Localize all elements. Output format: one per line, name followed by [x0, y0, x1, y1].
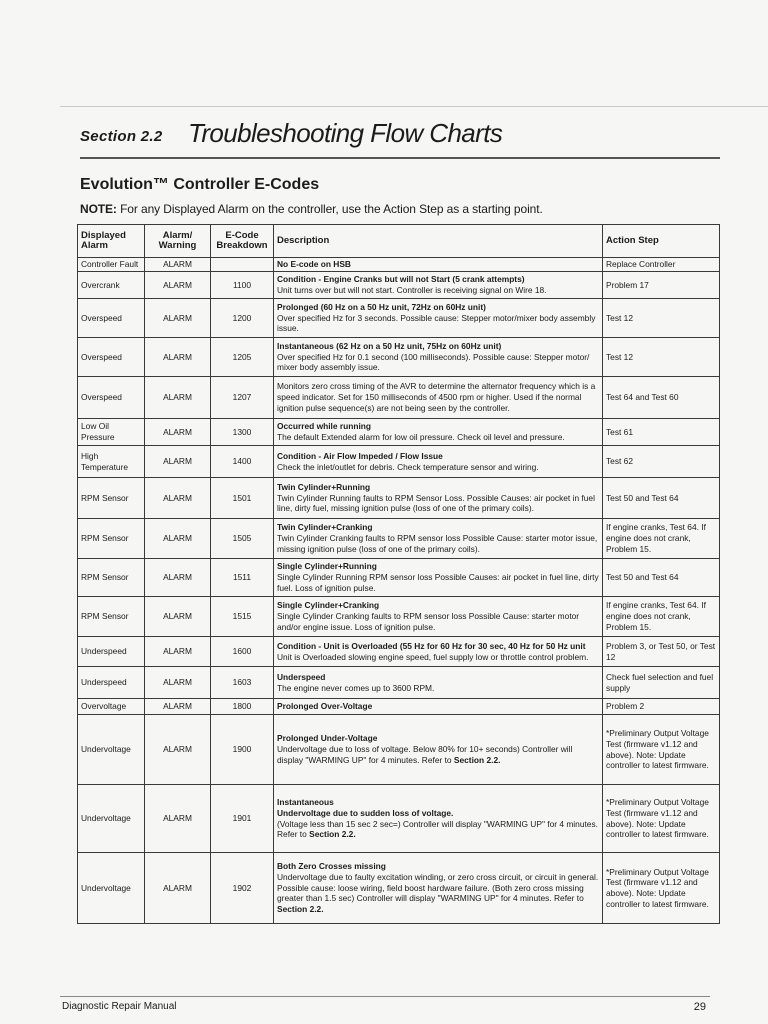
cell-description [274, 853, 603, 924]
cell-action-step: Test 62 [603, 446, 720, 478]
cell-action-step: If engine cranks, Test 64. If engine does not crank, Problem 15. [603, 597, 720, 637]
cell-description [274, 258, 603, 272]
description-condition: No E-code on HSB [277, 259, 351, 270]
description-text: Undervoltage due to faulty excitation winding, or zero cross circuit, or circuit in general. Possible cause: loose wiring, field boost hardware failure. (Both zero cross missing greater than 1.5 sec) Controller will display "WARMING UP" for 4 minutes. Refer to [277, 871, 599, 904]
description-detail [277, 432, 599, 443]
table-header-row [78, 225, 720, 258]
cell-ecode: 1505 [211, 519, 274, 559]
ecode-table [77, 224, 720, 924]
description-detail [277, 819, 599, 841]
table-row [78, 478, 720, 519]
cell-ecode: 1501 [211, 478, 274, 519]
cell-action-step: Test 50 and Test 64 [603, 478, 720, 519]
header-action-step: Action Step [603, 225, 720, 258]
description-text: Single Cylinder Cranking faults to RPM sensor loss Possible Cause: starter motor and/or engine issue. Loss of ignition pulse. [277, 611, 580, 632]
header-description: Description [274, 225, 603, 258]
cell-ecode: 1207 [211, 377, 274, 419]
cell-description [274, 377, 603, 419]
description-text: Check the inlet/outlet for debris. Check temperature sensor and wiring. [277, 461, 539, 472]
table-row [78, 853, 720, 924]
description-condition: Condition - Unit is Overloaded (55 Hz for 60 Hz for 30 sec, 40 Hz for 50 Hz unit [277, 640, 586, 651]
description-condition: Single Cylinder+Cranking [277, 600, 380, 611]
description-text: Unit turns over but will not start. Controller is receiving signal on Wire 18. [277, 285, 547, 295]
footer-manual-title: Diagnostic Repair Manual [62, 1001, 177, 1012]
cell-action-step: Test 64 and Test 60 [603, 377, 720, 419]
cell-ecode: 1200 [211, 299, 274, 338]
description-detail [277, 572, 599, 594]
cell-alarm-warning: ALARM [145, 715, 211, 785]
cell-displayed-alarm: Overvoltage [78, 699, 145, 715]
cell-alarm-warning: ALARM [145, 853, 211, 924]
description-detail [277, 285, 599, 296]
section-divider [80, 157, 720, 159]
cell-ecode: 1205 [211, 338, 274, 377]
cell-description [274, 419, 603, 446]
table-row [78, 559, 720, 597]
cell-ecode [211, 258, 274, 272]
cell-alarm-warning: ALARM [145, 559, 211, 597]
table-row [78, 785, 720, 853]
description-detail [277, 533, 599, 555]
cell-alarm-warning: ALARM [145, 258, 211, 272]
description-text: Twin Cylinder Cranking faults to RPM sensor loss Possible Cause: starter motor issue, missing ignition pulse (loss of one of the primary coils). [277, 533, 598, 554]
description-condition: Condition - Air Flow Impeded / Flow Issue [277, 450, 443, 461]
table-body [78, 258, 720, 924]
cell-description [274, 478, 603, 519]
cell-ecode: 1900 [211, 715, 274, 785]
cell-description [274, 299, 603, 338]
description-reference: Section 2.2. [453, 754, 501, 765]
cell-description [274, 446, 603, 478]
description-text: Unit is Overloaded slowing engine speed, fuel supply low or throttle control problem. [277, 651, 589, 662]
header-displayed-alarm: Displayed Alarm [78, 225, 145, 258]
cell-action-step: If engine cranks, Test 64. If engine does not crank, Problem 15. [603, 519, 720, 559]
description-detail [277, 352, 599, 374]
description-detail [277, 744, 599, 766]
top-divider [60, 106, 768, 107]
table-row [78, 258, 720, 272]
description-detail [277, 683, 599, 694]
description-detail [277, 462, 599, 473]
cell-ecode: 1901 [211, 785, 274, 853]
cell-alarm-warning: ALARM [145, 419, 211, 446]
cell-ecode: 1902 [211, 853, 274, 924]
cell-action-step: Test 50 and Test 64 [603, 559, 720, 597]
description-detail [277, 313, 599, 335]
table-row [78, 667, 720, 699]
description-condition: Single Cylinder+Running [277, 561, 377, 572]
description-reference: Section 2.2. [309, 829, 356, 840]
description-condition: Occurred while running [277, 421, 371, 432]
cell-displayed-alarm: RPM Sensor [78, 559, 145, 597]
cell-displayed-alarm: Undervoltage [78, 785, 145, 853]
cell-alarm-warning: ALARM [145, 299, 211, 338]
description-condition: Twin Cylinder+Cranking [277, 522, 373, 533]
description-text: The default Extended alarm for low oil pressure. Check oil level and pressure. [277, 432, 565, 442]
cell-description [274, 715, 603, 785]
cell-action-step: Check fuel selection and fuel supply [603, 667, 720, 699]
description-text: Single Cylinder Running RPM sensor loss Possible Causes: air pocket in fuel line, dirty fuel. Loss of ignition pulse. [277, 572, 599, 593]
cell-action-step: *Preliminary Output Voltage Test (firmware v1.12 and above). Note: Update controller to latest firmware. [603, 853, 720, 924]
note-prefix: NOTE: [80, 202, 117, 216]
cell-description [274, 559, 603, 597]
cell-description [274, 667, 603, 699]
table-row [78, 597, 720, 637]
cell-ecode: 1400 [211, 446, 274, 478]
table-row [78, 338, 720, 377]
cell-displayed-alarm: Underspeed [78, 667, 145, 699]
cell-alarm-warning: ALARM [145, 377, 211, 419]
cell-ecode: 1515 [211, 597, 274, 637]
description-reference: Section 2.2. [277, 904, 324, 915]
cell-displayed-alarm: Undervoltage [78, 715, 145, 785]
cell-ecode: 1100 [211, 272, 274, 299]
cell-displayed-alarm: RPM Sensor [78, 478, 145, 519]
cell-description [274, 272, 603, 299]
cell-displayed-alarm: Undervoltage [78, 853, 145, 924]
page-subtitle: Evolution™ Controller E-Codes [80, 176, 320, 193]
section-header [80, 114, 720, 158]
description-detail [277, 652, 599, 663]
table-row [78, 519, 720, 559]
cell-action-step: Test 12 [603, 299, 720, 338]
description-text: Undervoltage due to loss of voltage. Below 80% for 10+ seconds) Controller will display "WARMING UP" for 4 minutes. Refer to [277, 744, 573, 765]
cell-alarm-warning: ALARM [145, 667, 211, 699]
cell-ecode: 1603 [211, 667, 274, 699]
table-row [78, 272, 720, 299]
cell-ecode: 1511 [211, 559, 274, 597]
cell-alarm-warning: ALARM [145, 597, 211, 637]
cell-description [274, 519, 603, 559]
cell-displayed-alarm: RPM Sensor [78, 519, 145, 559]
cell-displayed-alarm: Overspeed [78, 377, 145, 419]
table-row [78, 699, 720, 715]
page-number: 29 [693, 1001, 706, 1013]
cell-description [274, 597, 603, 637]
cell-action-step: Problem 3, or Test 50, or Test 12 [603, 637, 720, 667]
cell-action-step: Test 12 [603, 338, 720, 377]
cell-alarm-warning: ALARM [145, 338, 211, 377]
description-condition: Prolonged (60 Hz on a 50 Hz unit, 72Hz on 60Hz unit) [277, 301, 486, 312]
cell-action-step: Replace Controller [603, 258, 720, 272]
cell-alarm-warning: ALARM [145, 272, 211, 299]
header-ecode: E-Code Breakdown [211, 225, 274, 258]
table-row [78, 377, 720, 419]
cell-alarm-warning: ALARM [145, 519, 211, 559]
description-condition: Condition - Engine Cranks but will not Start (5 crank attempts) [277, 274, 525, 285]
description-text: Over specified Hz for 3 seconds. Possible cause: Stepper motor/mixer body assembly issue. [277, 312, 596, 334]
table-row [78, 299, 720, 338]
note-line [80, 202, 543, 216]
cell-alarm-warning: ALARM [145, 785, 211, 853]
table-row [78, 446, 720, 478]
cell-displayed-alarm: Overspeed [78, 299, 145, 338]
description-text: The engine never comes up to 3600 RPM. [277, 682, 435, 693]
footer-divider [60, 996, 710, 997]
cell-displayed-alarm: Controller Fault [78, 258, 145, 272]
description-condition: Instantaneous (62 Hz on a 50 Hz unit, 75Hz on 60Hz unit) [277, 340, 502, 351]
description-text: Monitors zero cross timing of the AVR to determine the alternator frequency which is a speed indicator. Set for 150 milliseconds of 4500 rpm or higher. Used if the normal ignition pulse sequence(s) are not being seen by the controller. [277, 381, 596, 413]
section-label: Section 2.2 [80, 128, 163, 145]
table-row [78, 715, 720, 785]
cell-displayed-alarm: RPM Sensor [78, 597, 145, 637]
description-condition: Instantaneous [277, 797, 334, 807]
cell-ecode: 1800 [211, 699, 274, 715]
description-condition: Both Zero Crosses missing [277, 861, 386, 872]
description-detail [277, 493, 599, 515]
description-detail [277, 872, 599, 915]
cell-alarm-warning: ALARM [145, 699, 211, 715]
note-text: For any Displayed Alarm on the controller, use the Action Step as a starting point. [120, 202, 543, 216]
description-text: Over specified Hz for 0.1 second (100 milliseconds). Possible cause: Stepper motor/ mixer body assembly issue. [277, 351, 590, 373]
cell-displayed-alarm: Overspeed [78, 338, 145, 377]
cell-ecode: 1600 [211, 637, 274, 667]
cell-description [274, 637, 603, 667]
description-detail [277, 611, 599, 633]
cell-action-step: *Preliminary Output Voltage Test (firmware v1.12 and above). Note: Update controller to latest firmware. [603, 715, 720, 785]
cell-description [274, 338, 603, 377]
description-condition: Prolonged Under-Voltage [277, 733, 378, 744]
section-title: Troubleshooting Flow Charts [188, 118, 503, 148]
cell-action-step: *Preliminary Output Voltage Test (firmware v1.12 and above). Note: Update controller to latest firmware. [603, 785, 720, 853]
cell-alarm-warning: ALARM [145, 637, 211, 667]
cell-displayed-alarm: Underspeed [78, 637, 145, 667]
description-condition: Twin Cylinder+Running [277, 481, 371, 492]
cell-description [274, 699, 603, 715]
cell-displayed-alarm: Low Oil Pressure [78, 419, 145, 446]
description-text: Twin Cylinder Running faults to RPM Sensor Loss. Possible Causes: air pocket in fuel line, dirty fuel, missing ignition pulse (loss of one of the primary coils). [277, 492, 595, 514]
cell-alarm-warning: ALARM [145, 446, 211, 478]
description-condition: Undervoltage due to sudden loss of voltage. [277, 807, 454, 818]
cell-action-step: Problem 17 [603, 272, 720, 299]
header-alarm-warning: Alarm/ Warning [145, 225, 211, 258]
cell-displayed-alarm: High Temperature [78, 446, 145, 478]
cell-description [274, 785, 603, 853]
cell-displayed-alarm: Overcrank [78, 272, 145, 299]
cell-action-step: Test 61 [603, 419, 720, 446]
description-detail [277, 381, 599, 413]
cell-action-step: Problem 2 [603, 699, 720, 715]
description-text: (Voltage less than 15 sec 2 sec=) Controller will display "WARMING UP" for 4 minutes. Refer to [277, 818, 598, 840]
cell-alarm-warning: ALARM [145, 478, 211, 519]
description-condition: Underspeed [277, 671, 326, 682]
table-row [78, 637, 720, 667]
table-row [78, 419, 720, 446]
cell-ecode: 1300 [211, 419, 274, 446]
description-condition: Prolonged Over-Voltage [277, 701, 373, 712]
